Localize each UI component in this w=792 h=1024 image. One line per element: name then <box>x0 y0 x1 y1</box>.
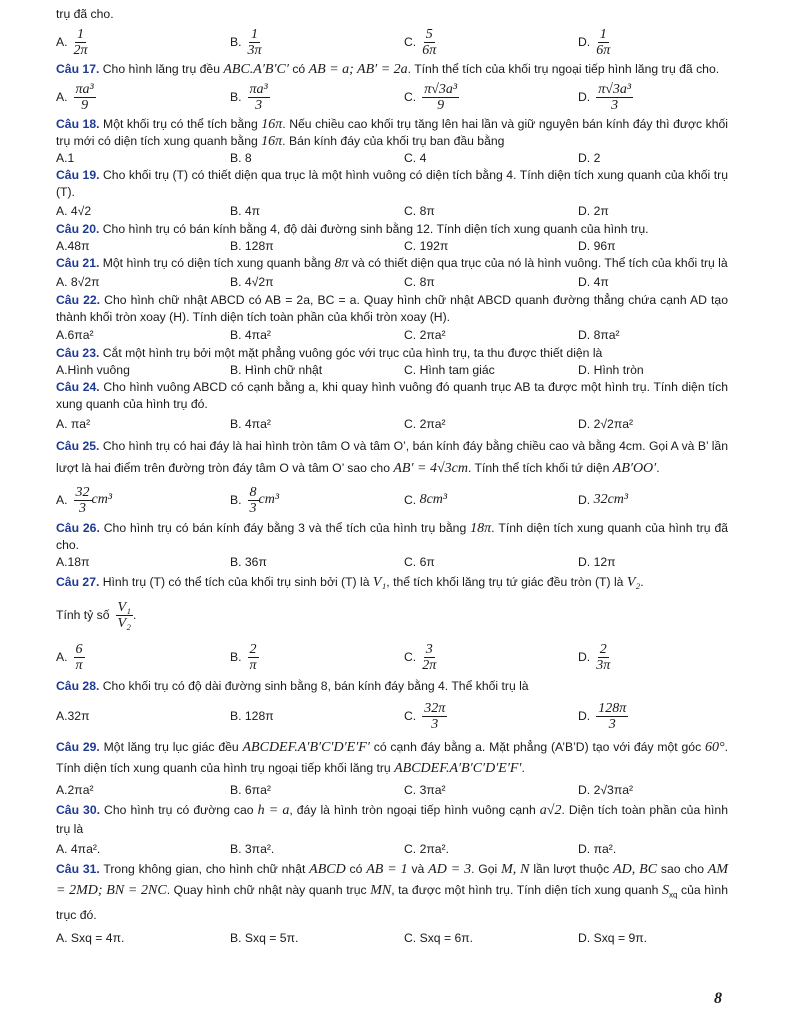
question-26: Câu 26. Cho hình trụ có bán kính đáy bằng 3 và thể tích của hình trụ bằng 18π. Tính diện tích xung quanh của hình trụ đã cho. <box>56 521 729 552</box>
q17-options: A. $\frac{\text{πa³}}{9}$ B. $\frac{\text{πa³}}{3}$ C. $\frac{\text{π√3a³}}{9}$ D. $\frac{\text{π√3a³}}{3}$ <box>56 81 632 113</box>
q19-options: A. 4√2 B. 4π C. 8π D. 2π <box>56 204 609 218</box>
q29-options: A.2πa² B. 6πa² C. 3πa² D. 2√3πa² <box>56 783 634 797</box>
q20-options: A.48π B. 128π C. 192π D. 96π <box>56 239 616 253</box>
q18-options: A.1 B. 8 C. 4 D. 2 <box>56 151 601 165</box>
q24-options: A. πa² B. 4πa² C. 2πa² D. 2√2πa² <box>56 417 634 431</box>
q27-options: A. $\frac{6}{\pi}$ B. $\frac{2}{\pi}$ C. $\frac{3}{2\pi}$ D. $\frac{2}{3\pi}$ <box>56 641 611 673</box>
q26-options: A.18π B. 36π C. 6π D. 12π <box>56 555 616 569</box>
document-page <box>56 6 728 950</box>
question-19: Câu 19. Cho khối trụ (T) có thiết diện qua trục là một hình vuông có diện tích bằng 4. Tính diện tích xung quanh của khối trụ (T). <box>56 168 728 199</box>
page-number: 8 <box>714 990 722 1007</box>
question-22: Câu 22. Cho hình chữ nhật ABCD có AB = 2a, BC = a. Quay hình chữ nhật ABCD quanh đường thẳng chứa cạnh AD tạo thành khối tròn xoay (H). Tính diện tích toàn phần của khối tròn xoay (H). <box>56 293 728 324</box>
question-27: Câu 27. Hình trụ (T) có thể tích của khối trụ sinh bởi (T) là V₁, thể tích khối lăng trụ tứ giác đều tròn (T) là V₂. <box>56 575 644 590</box>
question-17: Câu 17. Cho hình lăng trụ đều ABC.A′B′C′ có AB = a; AB′ = 2a. Tính thể tích của khối trụ ngoại tiếp hình lăng trụ đã cho. <box>56 62 720 77</box>
question-29: Câu 29. Một lăng trụ lục giác đều ABCDEF.A′B′C′D′E′F′ có cạnh đáy bằng a. Mặt phẳng (A’B’D) tạo với đáy một góc 60°. Tính diện tích xung quanh của hình trụ ngoại tiếp khối lăng trụ ABCDEF.A′B′C′D′E′F′. <box>56 740 729 776</box>
question-31: Câu 31. Trong không gian, cho hình chữ nhật ABCD có AB = 1 và AD = 3. Gọi M, N lần lượt thuộc AD, BC sao cho AM = 2MD; BN = 2NC. Quay hình chữ nhật này quanh trục MN, ta được một hình trụ. Tính diện tích xung quanh $S_{xq}$ của hình trục đó. <box>56 862 729 923</box>
question-30: Câu 30. Cho hình trụ có đường cao h = a, đáy là hình tròn ngoại tiếp hình vuông cạnh a√2. Diện tích toàn phần của hình trụ là <box>56 803 728 836</box>
continuation-text: trụ đã cho. <box>56 7 114 21</box>
q27-ratio: Tính tỷ số $\frac{\text{V₁}}{\text{V₂}}$ . <box>56 599 137 631</box>
question-25: Câu 25. Cho hình trụ có hai đáy là hai hình tròn tâm O và tâm O’, bán kính đáy bằng chiều cao và bằng 4cm. Gọi A và B’ lần lượt là hai điểm trên đường tròn đáy tâm O và tâm O’ sao cho AB′ = 4√3cm. Tính thể tích khối tứ diện AB′OO′. <box>56 439 728 476</box>
question-21: Câu 21. Một hình trụ có diện tích xung quanh bằng 8π và có thiết diện qua trục của nó là hình vuông. Thể tích của khối trụ là <box>56 256 728 271</box>
q31-options: A. Sxq = 4π. B. Sxq = 5π. C. Sxq = 6π. D. Sxq = 9π. <box>56 931 648 946</box>
question-28: Câu 28. Cho khối trụ có độ dài đường sinh bằng 8, bán kính đáy bằng 4. Thể khối trụ là <box>56 679 529 693</box>
question-23: Câu 23. Cắt một hình trụ bởi một mặt phẳng vuông góc với trục của hình trụ, ta thu được thiết diện là <box>56 346 603 360</box>
q30-options: A. 4πa². B. 3πa². C. 2πa². D. πa². <box>56 842 617 856</box>
question-20: Câu 20. Cho hình trụ có bán kính bằng 4, độ dài đường sinh bằng 12. Tính diện tích xung quanh của hình trụ. <box>56 222 649 236</box>
q22-options: A.6πa² B. 4πa² C. 2πa² D. 8πa² <box>56 328 620 342</box>
question-24: Câu 24. Cho hình vuông ABCD có cạnh bằng a, khi quay hình vuông đó quanh trục AB ta được một hình trụ. Tính diện tích xung quanh của hình trụ đó. <box>56 380 728 411</box>
question-18: Câu 18. Một khối trụ có thể tích bằng 16π. Nếu chiều cao khối trụ tăng lên hai lần và giữ nguyên bán kính đáy thì được khối trụ mới có diện tích xung quanh bằng 16π. Bán kính đáy của khối trụ ban đầu bằng <box>56 117 729 149</box>
q28-options: A.32π B. 128π C. $\frac{32\pi}{3}$ D. $\frac{128\pi}{3}$ <box>56 700 627 732</box>
q25-options: A. $\frac{32}{3}$ cm³ B. $\frac{8}{3}$ cm³ C. 8cm³ D. 32cm³ <box>56 484 629 516</box>
q23-options: A.Hình vuông B. Hình chữ nhật C. Hình tam giác D. Hình tròn <box>56 363 644 377</box>
q21-options: A. 8√2π B. 4√2π C. 8π D. 4π <box>56 275 609 289</box>
q16-options: A. $\frac{1}{2\pi}$ B. $\frac{1}{3\pi}$ C. $\frac{5}{6\pi}$ D. $\frac{1}{6\pi}$ <box>56 26 611 58</box>
